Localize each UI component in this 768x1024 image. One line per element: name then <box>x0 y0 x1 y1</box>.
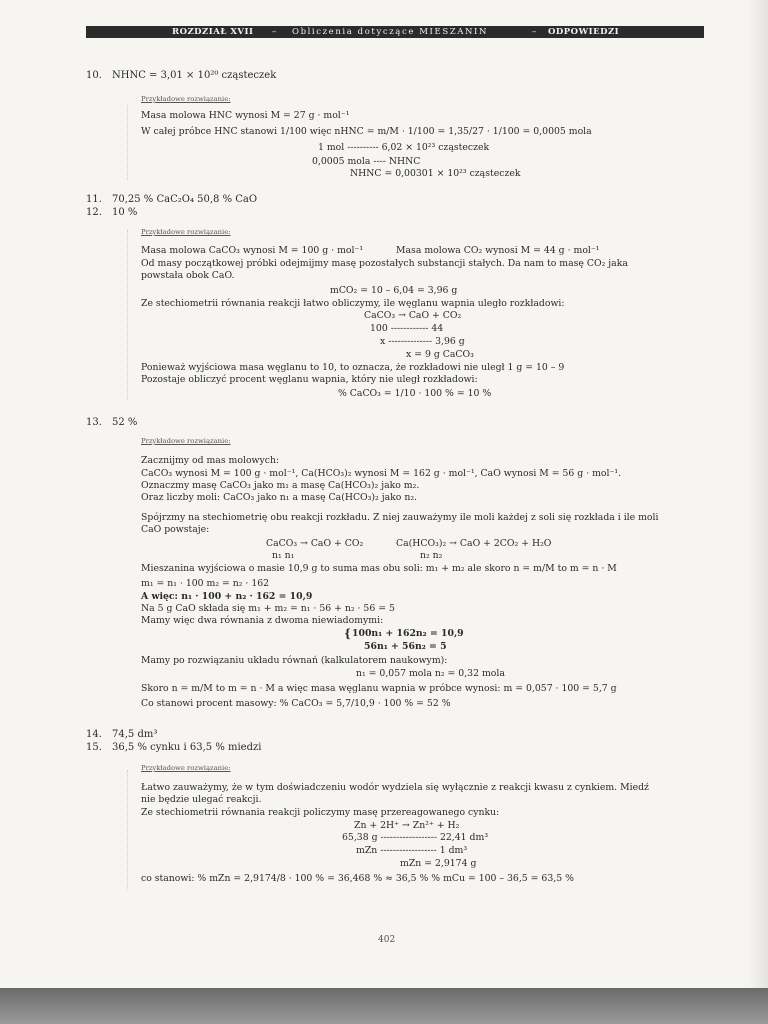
header-dash-1: – <box>272 27 277 37</box>
answer-text: 52 % <box>112 417 138 428</box>
header-chapter: ROZDZIAŁ XVII <box>172 27 254 37</box>
solution-line: n₁ = 0,057 mola n₂ = 0,32 mola <box>356 668 505 679</box>
solution-line: Zacznijmy od mas molowych: <box>141 455 280 466</box>
example-solution-label: Przykładowe rozwiązanie: <box>141 764 231 772</box>
reaction-equation: Zn + 2H⁺ → Zn²⁺ + H₂ <box>354 820 460 831</box>
answer-text: NHNC = 3,01 × 10²⁰ cząsteczek <box>112 70 277 81</box>
solution-line: 1 mol ---------- 6,02 × 10²³ cząsteczek <box>318 142 490 153</box>
solution-line: x = 9 g CaCO₃ <box>406 349 474 360</box>
solution-line: mZn ------------------ 1 dm³ <box>356 845 468 856</box>
solution-line: CaO powstaje: <box>141 524 210 535</box>
answer-number: 13. <box>86 417 102 428</box>
system-equation-1: 100n₁ + 162n₂ = 10,9 <box>352 628 464 639</box>
solution-line: powstała obok CaO. <box>141 270 235 281</box>
solution-line: W całej próbce HNC stanowi 1/100 więc nHNC = m/M · 1/100 = 1,35/27 · 1/100 = 0,0005 mola <box>141 126 592 137</box>
scan-artifact <box>127 230 130 400</box>
solution-line: Mamy więc dwa równania z dwoma niewiadomymi: <box>141 615 384 626</box>
page-edge-shadow <box>748 0 768 990</box>
example-solution-label: Przykładowe rozwiązanie: <box>141 95 231 103</box>
page-number: 402 <box>378 935 396 945</box>
solution-line: mZn = 2,9174 g <box>400 858 477 869</box>
solution-line: Skoro n = m/M to m = n · M a więc masa węglanu wapnia w próbce wynosi: m = 0,057 · 100 = 5,7 g <box>141 683 617 694</box>
solution-line: 100 ------------ 44 <box>370 323 444 334</box>
system-equation-2: 56n₁ + 56n₂ = 5 <box>364 641 447 652</box>
solution-line: nie będzie ulegać reakcji. <box>141 794 262 805</box>
scan-artifact <box>127 105 130 180</box>
solution-line: 65,38 g ------------------ 22,41 dm³ <box>342 832 489 843</box>
chapter-header-bar <box>86 26 704 38</box>
solution-line: Od masy początkowej próbki odejmijmy masę pozostałych substancji stałych. Da nam to masę CO₂ jaka <box>141 258 628 269</box>
answer-number: 11. <box>86 194 102 205</box>
reaction-equation: Ca(HCO₃)₂ → CaO + 2CO₂ + H₂O <box>396 538 552 549</box>
solution-line: CaCO₃ wynosi M = 100 g · mol⁻¹, Ca(HCO₃)₂ wynosi M = 162 g · mol⁻¹, CaO wynosi M = 56 g · mol⁻¹. <box>141 468 622 479</box>
solution-line: 0,0005 mola ---- NHNC <box>312 156 421 167</box>
answer-number: 10. <box>86 70 102 81</box>
solution-line: Oraz liczby moli: CaCO₃ jako n₁ a masę Ca(HCO₃)₂ jako n₂. <box>141 492 418 503</box>
answer-text: 10 % <box>112 207 138 218</box>
solution-line: mCO₂ = 10 – 6,04 = 3,96 g <box>330 285 458 296</box>
solution-line: A więc: n₁ · 100 + n₂ · 162 = 10,9 <box>141 591 313 602</box>
solution-line: NHNC = 0,00301 × 10²³ cząsteczek <box>350 168 521 179</box>
reaction-equation: CaCO₃ → CaO + CO₂ <box>364 310 462 321</box>
solution-line: Ze stechiometrii równania reakcji łatwo obliczymy, ile węglanu wapnia uległo rozkładowi: <box>141 298 565 309</box>
header-title: Obliczenia dotyczące MIESZANIN <box>292 27 489 37</box>
mole-annotation: n₂ n₂ <box>420 550 443 561</box>
answer-text: 74,5 dm³ <box>112 729 158 740</box>
reaction-equation: CaCO₃ → CaO + CO₂ <box>266 538 364 549</box>
solution-line: Ze stechiometrii równania reakcji policzymy masę przereagowanego cynku: <box>141 807 500 818</box>
solution-line: Spójrzmy na stechiometrię obu reakcji rozkładu. Z niej zauważymy ile moli każdej z soli się rozkłada i ile moli <box>141 512 659 523</box>
example-solution-label: Przykładowe rozwiązanie: <box>141 437 231 445</box>
solution-line: x -------------- 3,96 g <box>380 336 465 347</box>
system-brace: { <box>344 627 352 640</box>
solution-line: Mieszanina wyjściowa o masie 10,9 g to suma mas obu soli: m₁ + m₂ ale skoro n = m/M to m = n · M <box>141 563 617 574</box>
solution-line: Masa molowa HNC wynosi M = 27 g · mol⁻¹ <box>141 110 350 121</box>
answer-text: 70,25 % CaC₂O₄ 50,8 % CaO <box>112 194 258 205</box>
solution-line: m₁ = n₁ · 100 m₂ = n₂ · 162 <box>141 578 270 589</box>
header-section: ODPOWIEDZI <box>548 27 620 37</box>
example-solution-label: Przykładowe rozwiązanie: <box>141 228 231 236</box>
answer-text: 36,5 % cynku i 63,5 % miedzi <box>112 742 262 753</box>
solution-line: Pozostaje obliczyć procent węglanu wapnia, który nie uległ rozkładowi: <box>141 374 478 385</box>
solution-line: Ponieważ wyjściowa masa węglanu to 10, to oznacza, że rozkładowi nie uległ 1 g = 10 – 9 <box>141 362 565 373</box>
scan-artifact <box>127 770 130 890</box>
solution-line: Oznaczmy masę CaCO₃ jako m₁ a masę Ca(HCO₃)₂ jako m₂. <box>141 480 420 491</box>
scanner-bottom-band <box>0 988 768 1024</box>
answer-number: 12. <box>86 207 102 218</box>
answer-number: 15. <box>86 742 102 753</box>
solution-line: Mamy po rozwiązaniu układu równań (kalkulatorem naukowym): <box>141 655 448 666</box>
answer-number: 14. <box>86 729 102 740</box>
header-dash-2: – <box>532 27 537 37</box>
solution-line: co stanowi: % mZn = 2,9174/8 · 100 % = 36,468 % ≈ 36,5 % % mCu = 100 – 36,5 = 63,5 % <box>141 873 574 884</box>
solution-line: Łatwo zauważymy, że w tym doświadczeniu wodór wydziela się wyłącznie z reakcji kwasu z cynkiem. Miedź <box>141 782 649 793</box>
solution-line: Masa molowa CO₂ wynosi M = 44 g · mol⁻¹ <box>396 245 600 256</box>
mole-annotation: n₁ n₁ <box>272 550 295 561</box>
solution-line: % CaCO₃ = 1/10 · 100 % = 10 % <box>338 388 492 399</box>
solution-line: Co stanowi procent masowy: % CaCO₃ = 5,7/10,9 · 100 % = 52 % <box>141 698 451 709</box>
solution-line: Na 5 g CaO składa się m₁ + m₂ = n₁ · 56 + n₂ · 56 = 5 <box>141 603 395 614</box>
solution-line: Masa molowa CaCO₃ wynosi M = 100 g · mol⁻¹ <box>141 245 364 256</box>
